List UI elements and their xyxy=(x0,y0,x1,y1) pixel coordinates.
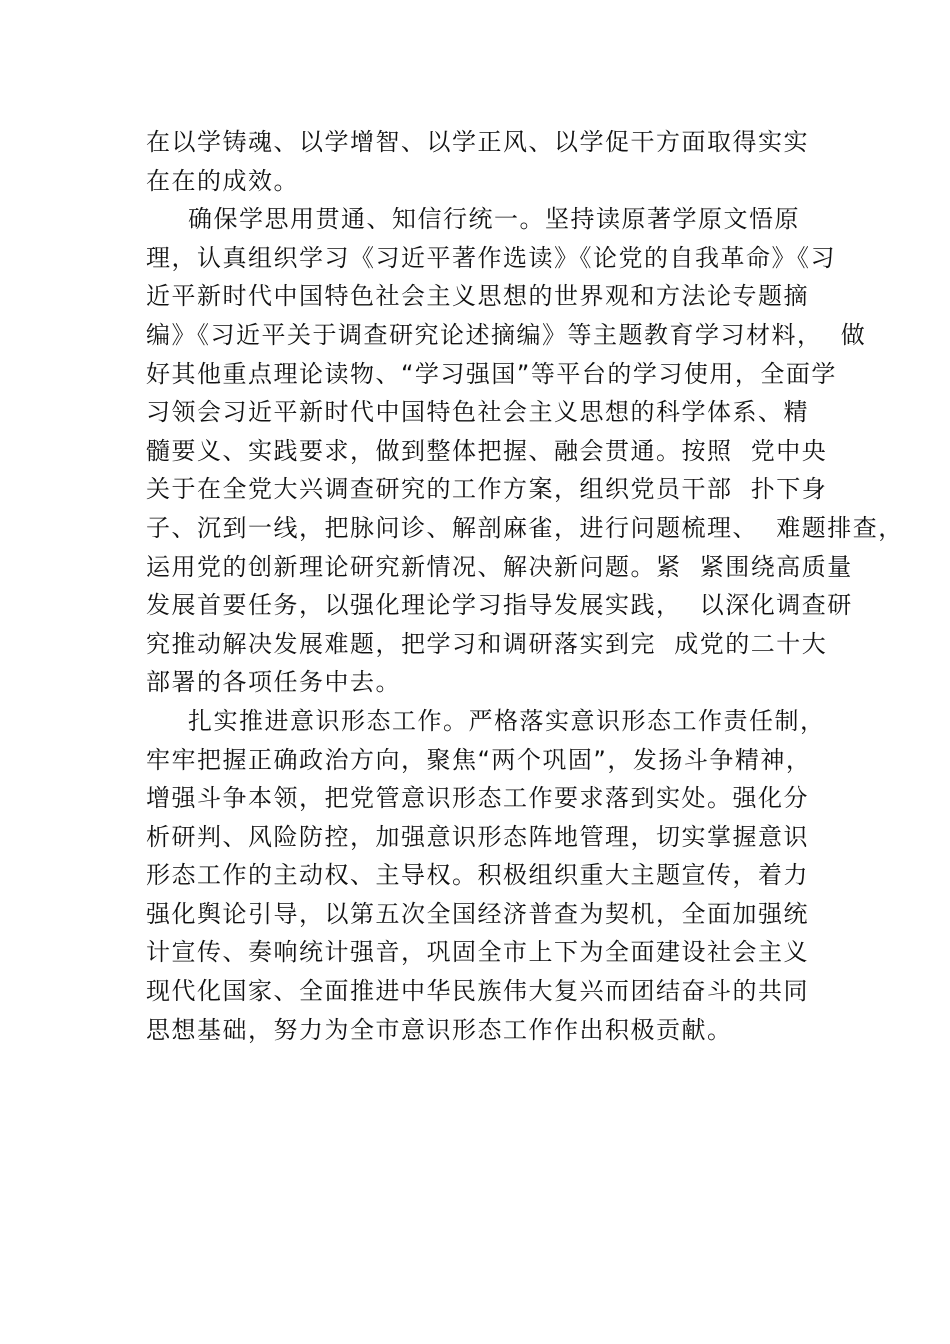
text-line: 好其他重点理论读物、“学习强国”等平台的学习使用，全面学 xyxy=(146,359,837,388)
text-line: 计宣传、奏响统计强音，巩固全市上下为全面建设社会主义 xyxy=(146,938,809,967)
paragraph-ideology-work xyxy=(146,702,866,1049)
text-line: 习领会习近平新时代中国特色社会主义思想的科学体系、精 xyxy=(146,398,809,427)
paragraph-study-practice xyxy=(146,200,904,702)
paragraph-continuation xyxy=(146,123,866,200)
text-line: 理，认真组织学习《习近平著作选读》《论党的自我革命》《习 xyxy=(146,243,836,272)
text-line: 思想基础，努力为全市意识形态工作作出积极贡献。 xyxy=(146,1015,733,1044)
text-line: 确保学思用贯通、知信行统一。坚持读原著学原文悟原 xyxy=(188,205,800,234)
text-line: 扎实推进意识形态工作。严格落实意识形态工作责任制， xyxy=(188,706,826,735)
text-line: 近平新时代中国特色社会主义思想的世界观和方法论专题摘 xyxy=(146,282,809,311)
text-line: 牢牢把握正确政治方向，聚焦“两个巩固”，发扬斗争精神， xyxy=(146,745,812,774)
document-body xyxy=(146,123,904,1049)
text-line: 子、沉到一线，把脉问诊、解剖麻雀，进行问题梳理、 难题排查， xyxy=(146,513,904,542)
text-line: 部署的各项任务中去。 xyxy=(146,668,401,697)
text-line: 编》《习近平关于调查研究论述摘编》等主题教育学习材料， 做 xyxy=(146,320,867,349)
text-line: 在以学铸魂、以学增智、以学正风、以学促干方面取得实实 xyxy=(146,128,809,156)
text-line: 强化舆论引导，以第五次全国经济普查为契机，全面加强统 xyxy=(146,899,809,928)
text-line: 究推动解决发展难题，把学习和调研落实到完 成党的二十大 xyxy=(146,629,828,658)
text-line: 形态工作的主动权、主导权。积极组织重大主题宣传，着力 xyxy=(146,861,809,890)
text-line: 增强斗争本领，把党管意识形态工作要求落到实处。强化分 xyxy=(146,784,809,813)
text-line: 髓要义、实践要求，做到整体把握、融会贯通。按照 党中央 xyxy=(146,436,828,465)
text-line: 现代化国家、全面推进中华民族伟大复兴而团结奋斗的共同 xyxy=(146,977,809,1006)
text-line: 在在的成效。 xyxy=(146,166,299,195)
text-line: 析研判、风险防控，加强意识形态阵地管理，切实掌握意识 xyxy=(146,822,809,851)
text-line: 运用党的创新理论研究新情况、解决新问题。紧 紧围绕高质量 xyxy=(146,552,853,581)
text-line: 发展首要任务，以强化理论学习指导发展实践， 以深化调查研 xyxy=(146,591,853,620)
text-line: 关于在全党大兴调查研究的工作方案，组织党员干部 扑下身 xyxy=(146,475,828,504)
